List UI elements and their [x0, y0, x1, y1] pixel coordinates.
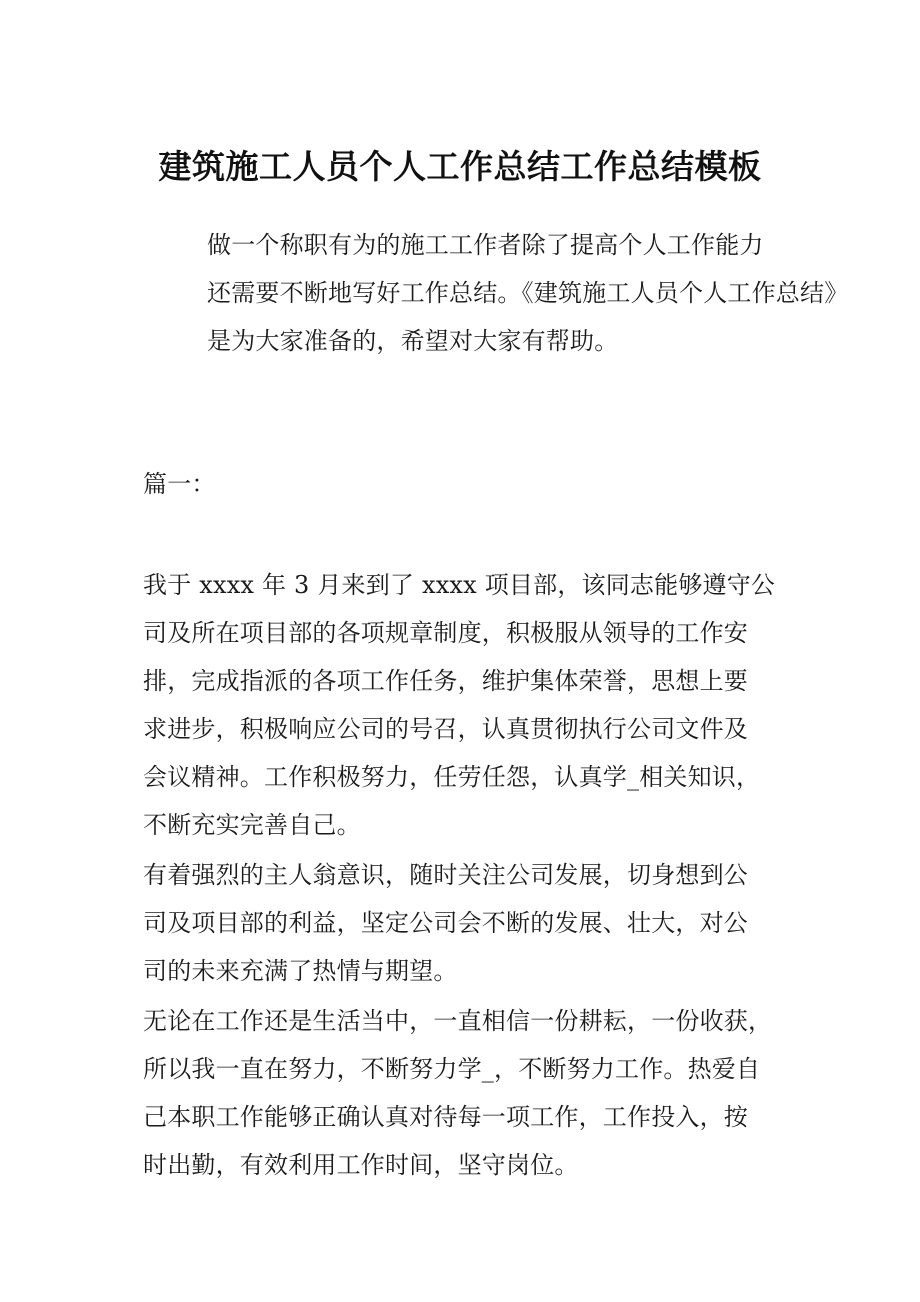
paragraph-line: 司及所在项目部的各项规章制度，积极服从领导的工作安 — [143, 619, 748, 647]
body-paragraph-2 — [143, 851, 783, 995]
document-title: 建筑施工人员个人工作总结工作总结模板 — [158, 147, 762, 186]
intro-paragraph — [143, 221, 849, 365]
body-paragraph-1 — [143, 561, 783, 849]
paragraph-line: 排，完成指派的各项工作任务，维护集体荣誉，思想上要 — [143, 667, 748, 695]
paragraph-line: 司及项目部的利益，坚定公司会不断的发展、壮大，对公 — [143, 909, 748, 937]
intro-line: 还需要不断地写好工作总结。《建筑施工人员个人工作总结》 — [207, 279, 849, 307]
intro-line: 是为大家准备的，希望对大家有帮助。 — [207, 327, 619, 355]
section-heading: 篇一： — [143, 470, 216, 498]
paragraph-line: 我于 xxxx 年 3 月来到了 xxxx 项目部，该同志能够遵守公 — [143, 571, 776, 599]
paragraph-line: 所以我一直在努力，不断努力学_，不断努力工作。热爱自 — [143, 1055, 761, 1083]
paragraph-line: 求进步，积极响应公司的号召，认真贯彻执行公司文件及 — [143, 715, 748, 743]
paragraph-line: 时出勤，有效利用工作时间，坚守岗位。 — [143, 1151, 579, 1179]
body-paragraph-3 — [143, 997, 783, 1189]
paragraph-line: 不断充实完善自己。 — [143, 811, 361, 839]
paragraph-line: 有着强烈的主人翁意识，随时关注公司发展，切身想到公 — [143, 861, 748, 889]
paragraph-line: 无论在工作还是生活当中，一直相信一份耕耘，一份收获， — [143, 1007, 773, 1035]
intro-line: 做一个称职有为的施工工作者除了提高个人工作能力 — [207, 231, 764, 259]
paragraph-line: 司的未来充满了热情与期望。 — [143, 957, 458, 985]
paragraph-line: 己本职工作能够正确认真对待每一项工作，工作投入，按 — [143, 1103, 748, 1131]
paragraph-line: 会议精神。工作积极努力，任劳任怨，认真学_相关知识， — [143, 763, 761, 791]
